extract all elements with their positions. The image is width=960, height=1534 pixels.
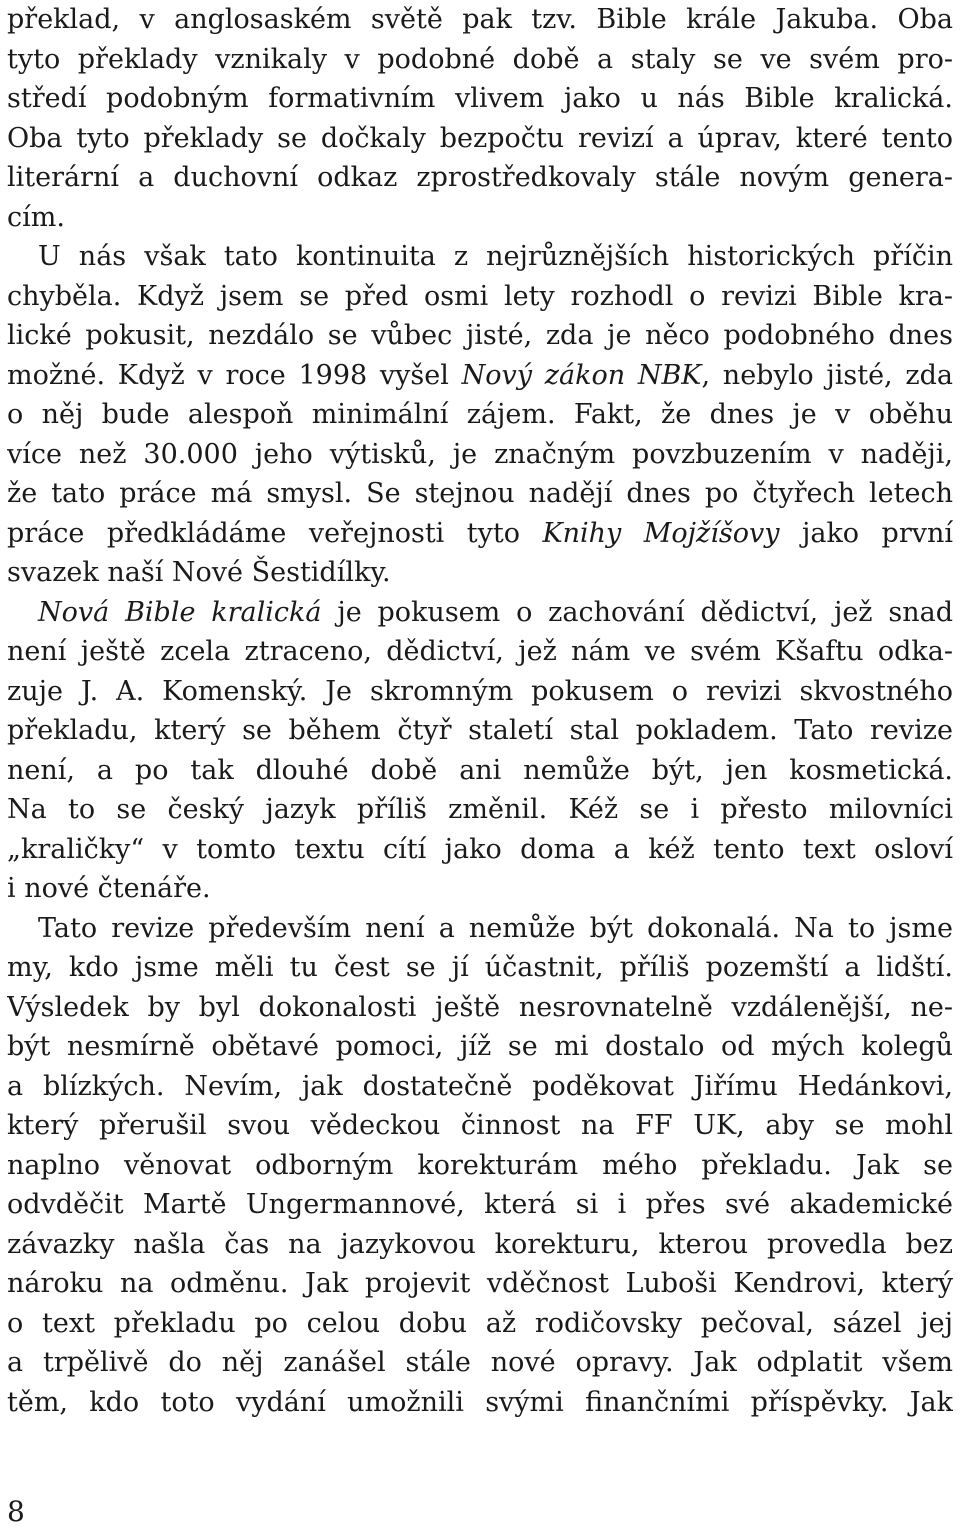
text-line: [7, 119, 953, 159]
text-line: [7, 672, 953, 712]
text-run: chyběla. Když jsem se před osmi lety rozhodl o revizi Bible kra-: [7, 280, 953, 312]
text-run: být nesmírně obětavé pomoci, jíž se mi dostalo od mých kolegů: [7, 1031, 953, 1062]
text-run: literární a duchovní odkaz zprostředkovaly stále novým genera-: [7, 162, 953, 193]
text-run: je pokusem o zachování dědictví, jež snad: [321, 596, 953, 628]
text-line: [7, 474, 953, 514]
text-run: a trpělivě do něj zanášel stále nové opravy. Jak odplatit všem: [7, 1347, 953, 1378]
text-run: odvděčit Martě Ungermannové, která si i přes své akademické: [7, 1189, 953, 1220]
text-line: [7, 1304, 953, 1344]
text-line: [7, 395, 953, 435]
text-line: [7, 1185, 953, 1225]
text-run: o něj bude alespoň minimální zájem. Fakt, že dnes je v oběhu: [7, 399, 953, 430]
text-line: [7, 316, 953, 356]
text-run: a blízkých. Nevím, jak dostatečně poděkovat Jiřímu Hedánkovi,: [7, 1070, 953, 1102]
text-run: Oba tyto překlady se dočkaly bezpočtu revizí a úprav, které tento: [7, 122, 953, 154]
text-run: není, a po tak dlouhé době ani nemůže být, jen kosmetická.: [7, 754, 953, 786]
text-line: [7, 356, 953, 396]
text-line: [7, 830, 953, 870]
text-run: Výsledek by byl dokonalosti ještě nesrovnatelně vzdálenější, ne-: [7, 991, 953, 1023]
text-line: [7, 1027, 953, 1067]
text-run: závazky našla čas na jazykovou korekturu, kterou provedla bez: [7, 1228, 953, 1260]
text-run: naplno věnovat odborným korekturám mého překladu. Jak se: [7, 1149, 953, 1181]
text-line: [7, 198, 953, 238]
text-run: Tato revize především není a nemůže být dokonalá. Na to jsme: [38, 912, 953, 944]
text-line: [7, 711, 953, 751]
text-line: [7, 0, 953, 40]
text-run: Na to se český jazyk příliš změnil. Kéž se i přesto milovníci: [7, 794, 953, 825]
text-line: [7, 751, 953, 791]
text-run: že tato práce má smysl. Se stejnou nadějí dnes po čtyřech letech: [7, 478, 953, 509]
text-line: [7, 1067, 953, 1107]
text-run: není ještě zcela ztraceno, dědictví, jež nám ve svém Kšaftu odka-: [7, 636, 953, 667]
text-run: lické pokusit, nezdálo se vůbec jisté, zda je něco podobného dnes: [7, 320, 953, 351]
text-run: nároku na odměnu. Jak projevit vděčnost Luboši Kendrovi, který: [7, 1268, 953, 1299]
body-text: [7, 0, 953, 1422]
text-line: [7, 790, 953, 830]
text-run: U nás však tato kontinuita z nejrůznějších historických příčin: [38, 241, 953, 272]
text-run: který přerušil svou vědeckou činnost na FF UK, aby se mohl: [7, 1110, 953, 1141]
text-line: [7, 909, 953, 949]
text-run: „kraličky“ v tomto textu cítí jako doma a kéž tento text osloví: [7, 833, 953, 865]
text-line: [7, 1146, 953, 1186]
text-line: [7, 1343, 953, 1383]
page-number: 8: [7, 1495, 25, 1528]
text-line: [7, 277, 953, 317]
text-run: těm, kdo toto vydání umožnili svými finančními příspěvky. Jak: [7, 1386, 953, 1418]
text-line: [7, 948, 953, 988]
text-run: více než 30.000 jeho výtisků, je značným povzbuzením v naději,: [7, 438, 953, 470]
italic-title: Nová Bible kralická: [38, 596, 322, 628]
text-run: středí podobným formativním vlivem jako u nás Bible kralická.: [7, 83, 953, 114]
text-run: cím.: [7, 201, 65, 233]
text-line: [7, 158, 953, 198]
text-line: [7, 40, 953, 80]
italic-title: Nový zákon NBK: [461, 359, 702, 391]
text-line: [7, 632, 953, 672]
text-run: tyto překlady vznikaly v podobné době a staly se ve svém pro-: [7, 43, 953, 75]
text-line: [7, 514, 953, 554]
text-line: [7, 1264, 953, 1304]
text-line: [7, 79, 953, 119]
text-run: překladu, který se během čtyř staletí stal pokladem. Tato revize: [7, 715, 953, 746]
text-run: jako první: [779, 517, 953, 549]
text-run: možné. Když v roce 1998 vyšel: [7, 359, 462, 391]
text-line: [7, 1383, 953, 1423]
text-line: [7, 869, 953, 909]
text-line: [7, 1106, 953, 1146]
text-run: my, kdo jsme měli tu čest se jí účastnit, příliš pozemští a lidští.: [7, 952, 953, 983]
text-run: , nebylo jisté, zda: [701, 359, 953, 391]
text-run: práce předkládáme veřejnosti tyto: [7, 517, 543, 549]
text-line: [7, 237, 953, 277]
text-run: svazek naší Nové Šestidílky.: [7, 557, 391, 588]
text-run: zuje J. A. Komenský. Je skromným pokusem o revizi skvostného: [7, 675, 953, 707]
text-line: [7, 593, 953, 633]
text-run: i nové čtenáře.: [7, 873, 211, 904]
text-line: [7, 988, 953, 1028]
text-run: překlad, v anglosaském světě pak tzv. Bible krále Jakuba. Oba: [7, 4, 953, 35]
italic-title: Knihy Mojžíšovy: [542, 517, 780, 549]
text-line: [7, 1225, 953, 1265]
text-line: [7, 435, 953, 475]
text-line: [7, 553, 953, 593]
text-run: o text překladu po celou dobu až rodičovsky pečoval, sázel jej: [7, 1307, 953, 1339]
